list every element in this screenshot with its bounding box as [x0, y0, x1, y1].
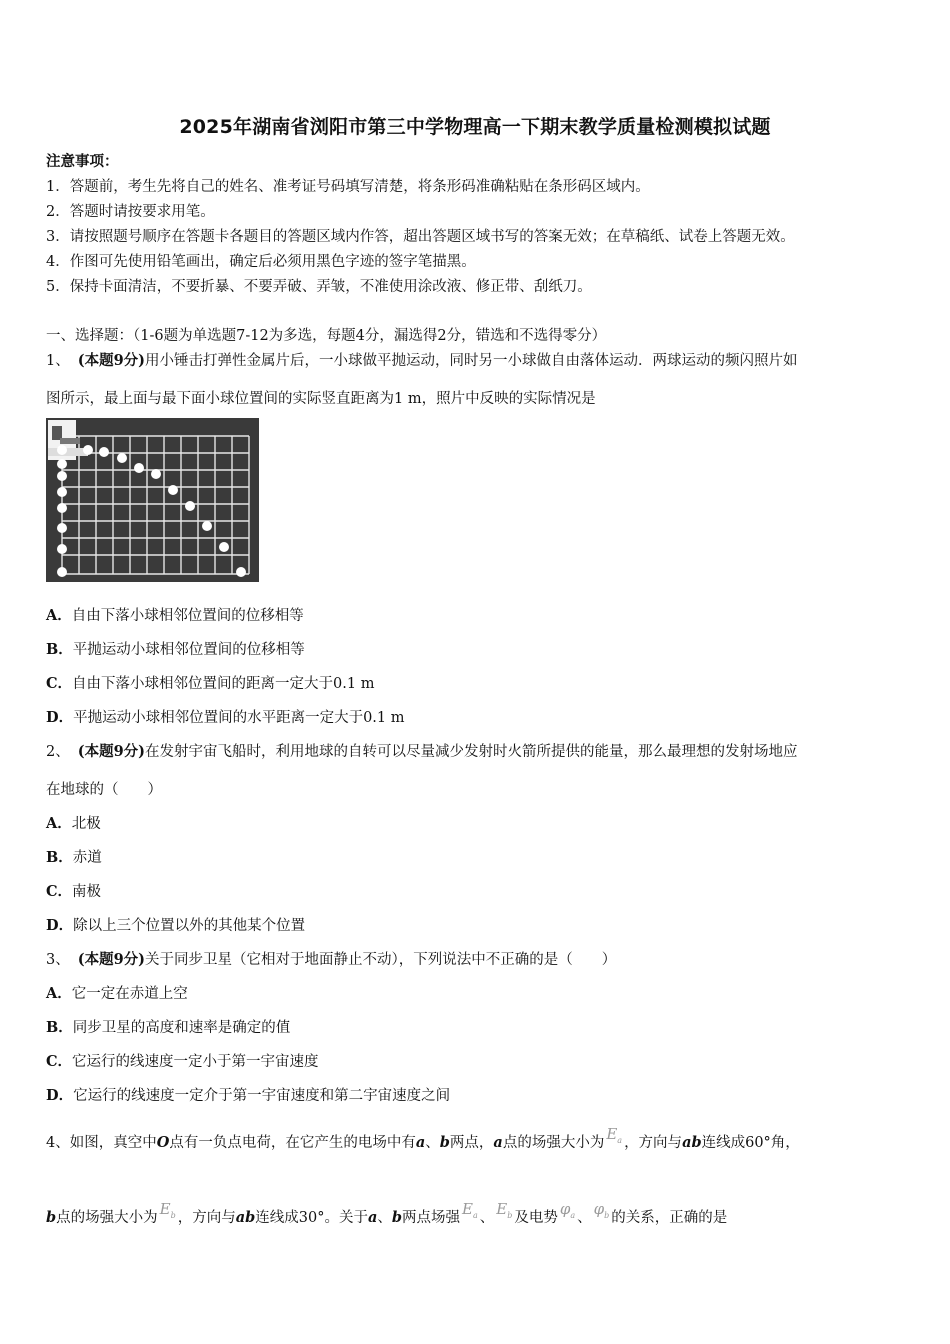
q3-text-1: 关于同步卫星（它相对于地面静止不动），下列说法中不正确的是（ ） — [145, 952, 617, 968]
q4-text: 、 — [479, 1210, 495, 1226]
option-label: D． — [46, 1087, 74, 1104]
option-label: A． — [46, 985, 72, 1002]
q4-text: 的关系，正确的是 — [611, 1210, 728, 1226]
q4-text: ，方向与 — [624, 1135, 683, 1151]
q1-option-c — [46, 674, 374, 694]
q4-text: 连线成30°。关于 — [255, 1210, 368, 1226]
symbol-phi: φ — [559, 1200, 571, 1218]
potential-phi-b-symbol — [594, 1200, 610, 1218]
q3-option-d — [46, 1086, 450, 1106]
q3-option-c — [46, 1052, 319, 1072]
notice-heading: 注意事项： — [46, 153, 119, 170]
option-text: 它运行的线速度一定小于第一宇宙速度 — [72, 1054, 319, 1070]
potential-phi-a-symbol — [560, 1200, 575, 1218]
symbol-phi: φ — [593, 1200, 605, 1218]
option-label: D． — [46, 917, 74, 934]
q4-text: 点有一负点电荷，在它产生的电场中有 — [169, 1135, 416, 1151]
option-text: 它运行的线速度一定介于第一宇宙速度和第二宇宙速度之间 — [73, 1088, 451, 1104]
symbol-e: E — [462, 1200, 473, 1218]
symbol-sub: a — [617, 1136, 623, 1145]
q1-number: 1、 — [46, 353, 70, 369]
q2-number: 2、 — [46, 744, 70, 760]
option-label: D． — [46, 709, 74, 726]
point-a: a — [415, 1134, 426, 1151]
option-label: A． — [46, 815, 72, 832]
symbol-e: E — [159, 1200, 171, 1218]
q3-number: 3、 — [46, 952, 70, 968]
option-text: 自由下落小球相邻位置间的距离一定大于0.1 m — [72, 676, 375, 692]
option-text: 南极 — [72, 884, 102, 900]
option-label: B． — [46, 1019, 73, 1036]
q2-text-1: 在发射宇宙飞船时，利用地球的自转可以尽量减少发射时火箭所提供的能量，那么最理想的发射场地应 — [145, 744, 798, 760]
notice-item-3: 3．请按照题号顺序在答题卡各题目的答题区域内作答，超出答题区域书写的答案无效；在草稿纸、试卷上答题无效。 — [46, 229, 795, 245]
point-a: a — [493, 1134, 503, 1151]
line-ab: ab — [235, 1209, 256, 1226]
q1-tag: (本题9分) — [77, 352, 146, 369]
q4-text: 如图，真空中 — [69, 1135, 157, 1151]
line-ab: ab — [682, 1134, 702, 1151]
q4-text: 点的场强大小为 — [502, 1135, 605, 1151]
q4-text: 、 — [425, 1135, 440, 1151]
option-text: 同步卫星的高度和速率是确定的值 — [72, 1020, 291, 1036]
option-label: B． — [46, 849, 73, 866]
q2-tag: (本题9分) — [77, 743, 146, 760]
q2-line-2: 在地球的（ ） — [46, 782, 162, 798]
q2-option-d — [46, 916, 305, 936]
strobe-photo — [46, 418, 259, 582]
point-o: O — [156, 1134, 170, 1151]
q1-line-2: 图所示，最上面与最下面小球位置间的实际竖直距离为1 m，照片中反映的实际情况是 — [46, 391, 596, 407]
field-eb-symbol — [496, 1200, 512, 1218]
q1-text-1: 用小锤击打弹性金属片后，一小球做平抛运动，同时另一小球做自由落体运动．两球运动的频闪照片如 — [145, 353, 798, 369]
option-text: 自由下落小球相邻位置间的位移相等 — [71, 608, 304, 624]
option-text: 赤道 — [72, 850, 102, 866]
q4-text: 、 — [377, 1210, 392, 1226]
option-label: A． — [46, 607, 72, 624]
option-label: B． — [46, 641, 73, 658]
notice-item-1: 1．答题前，考生先将自己的姓名、准考证号码填写清楚，将条形码准确粘贴在条形码区域内。 — [46, 179, 650, 195]
q4-text: 两点， — [449, 1135, 494, 1151]
option-text: 北极 — [71, 816, 101, 832]
page-title: 2025年湖南省浏阳市第三中学物理高一下期末教学质量检测模拟试题 — [179, 116, 771, 138]
symbol-sub: b — [170, 1211, 176, 1220]
option-text: 除以上三个位置以外的其他某个位置 — [73, 918, 306, 934]
q2-option-b — [46, 848, 102, 868]
q2-line-1 — [46, 742, 798, 762]
notice-item-4: 4．作图可先使用铅笔画出，确定后必须用黑色字迹的签字笔描黑。 — [46, 254, 476, 270]
field-ea-symbol — [462, 1200, 478, 1218]
q1-line-1 — [46, 351, 798, 371]
field-ea-symbol — [606, 1125, 622, 1143]
q4-line-1 — [46, 1125, 800, 1159]
q1-option-a — [46, 606, 304, 626]
point-b: b — [439, 1134, 450, 1151]
option-label: C． — [46, 1053, 73, 1070]
option-label: C． — [46, 883, 73, 900]
symbol-sub: b — [507, 1211, 513, 1220]
section-heading: 一、选择题：（1-6题为单选题7-12为多选，每题4分，漏选得2分，错选和不选得零分） — [46, 328, 607, 344]
q4-text: 两点场强 — [402, 1210, 461, 1226]
symbol-sub: a — [472, 1211, 478, 1220]
q3-tag: (本题9分) — [77, 951, 146, 968]
q4-text: 连线成60°角， — [701, 1135, 800, 1151]
field-eb-symbol — [160, 1200, 176, 1218]
q4-text: 及电势 — [514, 1210, 558, 1226]
q1-option-b — [46, 640, 305, 660]
option-label: C． — [46, 675, 73, 692]
point-b: b — [391, 1209, 403, 1226]
option-text: 它一定在赤道上空 — [71, 986, 188, 1002]
point-a: a — [367, 1209, 378, 1226]
q4-line-2 — [46, 1200, 728, 1234]
q4-number: 4、 — [46, 1135, 70, 1151]
option-text: 平抛运动小球相邻位置间的位移相等 — [72, 642, 305, 658]
q3-option-a — [46, 984, 188, 1004]
q2-option-c — [46, 882, 101, 902]
q3-option-b — [46, 1018, 290, 1038]
q2-option-a — [46, 814, 101, 834]
q4-text: ，方向与 — [177, 1210, 236, 1226]
symbol-sub: a — [570, 1211, 576, 1220]
point-b: b — [46, 1209, 57, 1226]
q4-text: 点的场强大小为 — [56, 1210, 158, 1226]
q3-line-1 — [46, 950, 616, 970]
option-text: 平抛运动小球相邻位置间的水平距离一定大于0.1 m — [73, 710, 405, 726]
q4-text: 、 — [577, 1210, 592, 1226]
notice-item-2: 2．答题时请按要求用笔。 — [46, 204, 215, 220]
symbol-e: E — [606, 1125, 618, 1143]
symbol-e: E — [496, 1200, 508, 1218]
symbol-sub: b — [604, 1211, 610, 1220]
q1-option-d — [46, 708, 405, 728]
notice-item-5: 5．保持卡面清洁，不要折暴、不要弄破、弄皱，不准使用涂改液、修正带、刮纸刀。 — [46, 279, 592, 295]
